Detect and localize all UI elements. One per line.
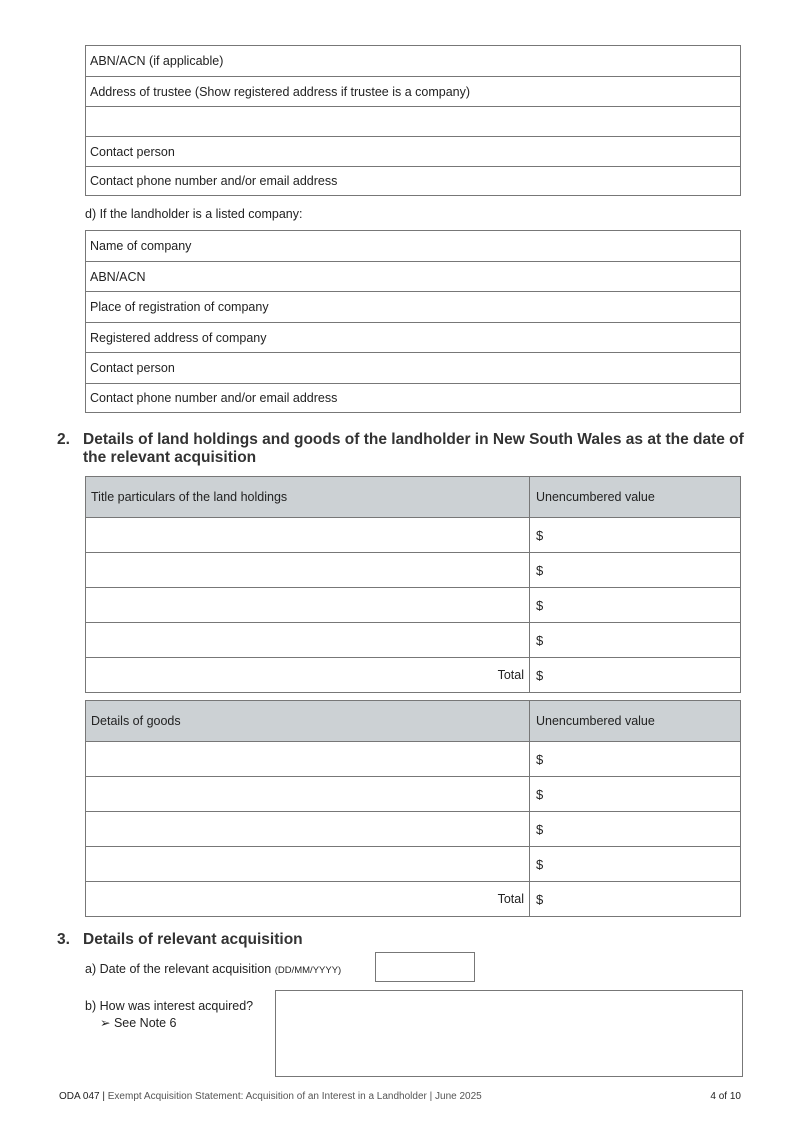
company-abn-row[interactable] — [86, 261, 740, 291]
see-note-text: See Note 6 — [113, 1016, 177, 1030]
trustee-abn-label: ABN/ACN (if applicable) — [90, 54, 224, 68]
land-value-field[interactable] — [530, 623, 740, 657]
currency-symbol: $ — [536, 667, 544, 683]
table-row — [86, 517, 740, 552]
currency-symbol: $ — [536, 562, 544, 578]
currency-symbol: $ — [536, 751, 544, 767]
currency-symbol: $ — [536, 527, 544, 543]
goods-value-field[interactable] — [530, 812, 740, 846]
company-contact-person-label: Contact person — [90, 361, 175, 375]
trustee-contact-person-row[interactable] — [86, 136, 740, 166]
company-registered-address-label: Registered address of company — [90, 330, 267, 345]
form-code: ODA 047 — [59, 1091, 100, 1102]
goods-details-header: Details of goods — [86, 701, 530, 741]
company-contact-phone-label: Contact phone number and/or email address — [90, 391, 338, 405]
trustee-address-field[interactable] — [86, 106, 740, 136]
company-name-row[interactable] — [86, 231, 740, 261]
arrow-bullet-icon: ➢ — [100, 1016, 111, 1030]
goods-value-header: Unencumbered value — [536, 714, 655, 728]
currency-symbol: $ — [536, 856, 544, 872]
table-row — [86, 846, 740, 881]
footer — [59, 1091, 482, 1102]
land-title-field[interactable] — [86, 588, 530, 622]
land-value-field[interactable] — [530, 588, 740, 622]
company-registration-place-label: Place of registration of company — [90, 300, 269, 314]
footer-separator: | — [102, 1091, 105, 1102]
interest-acquired-field[interactable] — [275, 990, 743, 1077]
page-number: 4 of 10 — [710, 1091, 741, 1102]
company-registered-address-row[interactable] — [86, 322, 740, 352]
land-value-header: Unencumbered value — [536, 490, 655, 504]
table-row — [86, 741, 740, 776]
goods-total-row — [86, 881, 740, 916]
goods-value-field[interactable] — [530, 742, 740, 776]
trustee-details-table — [85, 45, 741, 196]
table-row — [86, 587, 740, 622]
trustee-contact-phone-label: Contact phone number and/or email address — [90, 174, 338, 188]
interest-acquired-label: b) How was interest acquired? — [85, 999, 254, 1013]
company-name-label: Name of company — [90, 239, 192, 253]
goods-value-field[interactable] — [530, 777, 740, 811]
section-2-title: Details of land holdings and goods of the landholder in New South Wales as at the date of the relevant acquisition — [83, 431, 744, 466]
section-3-number: 3. — [57, 931, 70, 948]
land-table-header — [86, 477, 740, 517]
land-title-field[interactable] — [86, 518, 530, 552]
table-row — [86, 811, 740, 846]
goods-total-field[interactable] — [530, 882, 740, 916]
see-note-6 — [100, 1015, 177, 1030]
land-total-row — [86, 657, 740, 692]
trustee-abn-row[interactable] — [86, 46, 740, 76]
goods-details-field[interactable] — [86, 742, 530, 776]
company-registration-place-row[interactable] — [86, 291, 740, 322]
trustee-address-label: Address of trustee (Show registered address if trustee is a company) — [90, 84, 471, 99]
table-row — [86, 622, 740, 657]
listed-company-table — [85, 230, 741, 413]
acquisition-date-label: a) Date of the relevant acquisition (DD/MM/YYYY) — [85, 962, 342, 976]
company-contact-person-row[interactable] — [86, 352, 740, 383]
currency-symbol: $ — [536, 597, 544, 613]
company-contact-phone-row[interactable] — [86, 383, 740, 412]
company-abn-label: ABN/ACN — [90, 269, 146, 284]
currency-symbol: $ — [536, 786, 544, 802]
trustee-contact-person-label: Contact person — [90, 144, 175, 159]
date-format-hint: (DD/MM/YYYY) — [274, 965, 342, 976]
trustee-address-row[interactable] — [86, 76, 740, 106]
form-description: Exempt Acquisition Statement: Acquisition of an Interest in a Landholder | June 2025 — [107, 1091, 482, 1102]
goods-details-field[interactable] — [86, 777, 530, 811]
goods-details-field[interactable] — [86, 847, 530, 881]
goods-total-label: Total — [86, 882, 530, 916]
table-row — [86, 776, 740, 811]
goods-table — [85, 700, 741, 917]
table-row — [86, 552, 740, 587]
acquisition-date-field[interactable] — [375, 952, 475, 982]
listed-company-label: d) If the landholder is a listed company: — [85, 207, 303, 221]
land-value-field[interactable] — [530, 553, 740, 587]
land-title-field[interactable] — [86, 623, 530, 657]
currency-symbol: $ — [536, 821, 544, 837]
land-holdings-table — [85, 476, 741, 693]
land-total-label: Total — [86, 658, 530, 692]
land-total-field[interactable] — [530, 658, 740, 692]
land-title-header: Title particulars of the land holdings — [86, 477, 530, 517]
section-3-title: Details of relevant acquisition — [83, 931, 303, 948]
goods-value-field[interactable] — [530, 847, 740, 881]
land-title-field[interactable] — [86, 553, 530, 587]
section-2-number: 2. — [57, 431, 70, 448]
currency-symbol: $ — [536, 632, 544, 648]
goods-table-header — [86, 701, 740, 741]
currency-symbol: $ — [536, 891, 544, 907]
trustee-contact-phone-row[interactable] — [86, 166, 740, 195]
land-value-field[interactable] — [530, 518, 740, 552]
goods-details-field[interactable] — [86, 812, 530, 846]
